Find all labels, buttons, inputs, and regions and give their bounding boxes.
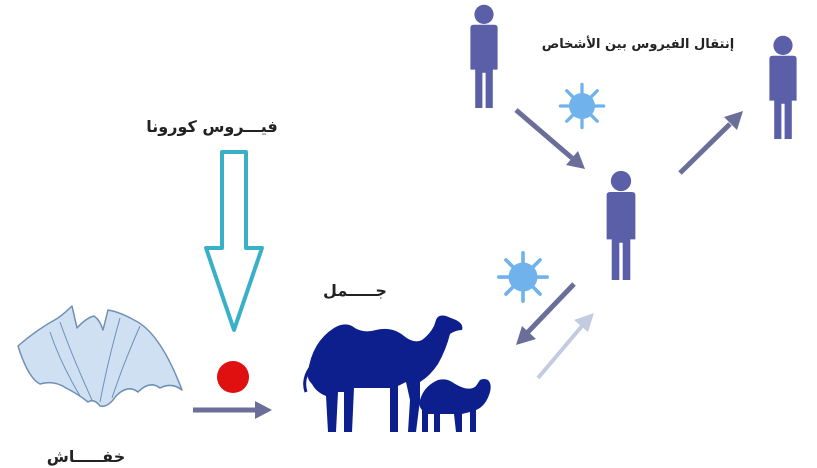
down-arrow — [206, 152, 262, 330]
virus-label: فيـــروس كورونا — [146, 117, 278, 136]
person-icon — [607, 171, 636, 280]
bat-to-camel-arrow — [193, 401, 272, 419]
virus-particle-icon — [560, 84, 603, 127]
bat-label: خفـــــاش — [46, 447, 126, 466]
camel-image — [305, 316, 491, 433]
camel-to-person-arrow — [538, 313, 594, 378]
person-to-person-arrow — [680, 111, 743, 173]
virus-core-dot — [217, 361, 249, 393]
virus-particle-icon — [499, 253, 547, 301]
bat-image — [18, 306, 182, 406]
person-to-person-arrow — [516, 110, 585, 169]
person-icon — [470, 5, 497, 108]
person-icon — [769, 36, 796, 139]
transmission-label: إنتقال الفيروس بين الأشخاص — [541, 37, 735, 52]
camel-label: جـــــمل — [323, 281, 387, 300]
